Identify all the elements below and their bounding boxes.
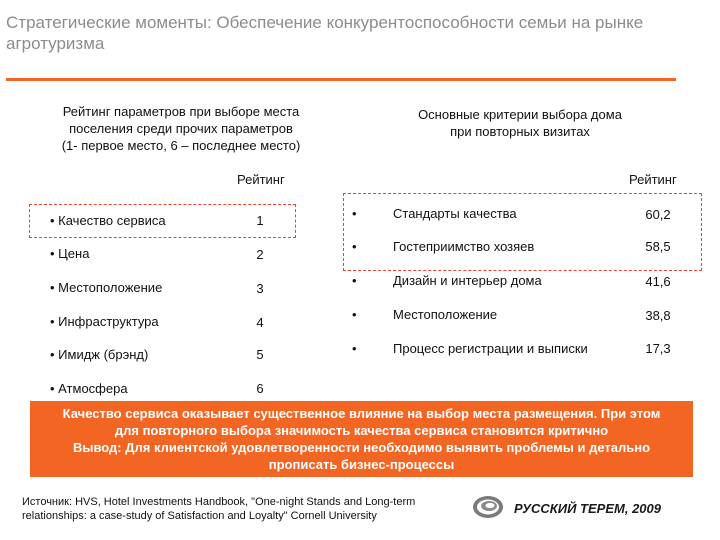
right-rank-header: Рейтинг [629, 172, 677, 187]
title-divider [6, 78, 676, 81]
conclusion-callout [30, 401, 693, 477]
list-item-label: Гостеприимство хозяев [393, 239, 535, 254]
list-item-score: 41,6 [645, 274, 671, 289]
left-heading-line: поселения среди прочих параметров [69, 121, 293, 136]
list-item-label: • Цена [50, 246, 90, 261]
list-item-rank: 1 [256, 213, 264, 228]
list-item-label: • Инфраструктура [50, 314, 159, 329]
list-item-label: • Атмосфера [50, 381, 128, 396]
callout-line: Качество сервиса оказывает существенное влияние на выбор места размещения. При этом [62, 406, 661, 421]
list-item-label: • Качество сервиса [50, 213, 166, 228]
list-bullet: • [352, 307, 357, 322]
list-item-label: • Местоположение [50, 280, 163, 295]
list-item-label: Процесс регистрации и выписки [393, 341, 588, 356]
right-heading-line: при повторных визитах [450, 124, 590, 139]
right-panel-heading [395, 106, 645, 140]
list-item-label: Дизайн и интерьер дома [393, 273, 542, 288]
source-line: relationships: a case-study of Satisfaction and Loyalty" Cornell University [22, 510, 377, 522]
list-item-score: 38,8 [645, 308, 671, 323]
list-item-rank: 5 [256, 347, 264, 362]
callout-line: прописать бизнес-процессы [268, 457, 455, 472]
list-item-rank: 3 [256, 281, 264, 296]
left-rank-header: Рейтинг [237, 172, 285, 187]
list-bullet: • [352, 273, 357, 288]
list-item-score: 58,5 [645, 239, 671, 254]
list-bullet: • [352, 206, 357, 221]
left-heading-line: Рейтинг параметров при выборе места [62, 104, 300, 119]
list-item-score: 60,2 [645, 207, 671, 222]
source-line: Источник: HVS, Hotel Investments Handbook, "One-night Stands and Long-term [22, 496, 416, 508]
list-bullet: • [352, 341, 357, 356]
list-item-label: Местоположение [393, 307, 498, 322]
callout-line: для повторного выбора значимость качества сервиса становится критично [114, 423, 609, 438]
list-item-label: • Имидж (брэнд) [50, 347, 149, 362]
list-item-rank: 4 [256, 315, 264, 330]
list-item-label: Стандарты качества [393, 206, 517, 221]
list-item-rank: 2 [256, 247, 264, 262]
left-heading-line: (1- первое место, 6 – последнее место) [61, 138, 301, 153]
list-item-rank: 6 [256, 381, 264, 396]
callout-line: Вывод: Для клиентской удовлетворенности необходимо выявить проблемы и детально [72, 440, 651, 455]
company-logo-text: РУССКИЙ ТЕРЕМ, 2009 [514, 501, 661, 516]
slide-title: Стратегические моменты: Обеспечение конкурентоспособности семьи на рынке агротуризма [6, 13, 644, 53]
list-item-score: 17,3 [645, 341, 671, 356]
list-bullet: • [352, 239, 357, 254]
right-heading-line: Основные критерии выбора дома [418, 107, 622, 122]
right-highlight-box [343, 193, 702, 271]
swirl-logo-icon [471, 494, 505, 520]
source-citation [22, 495, 462, 523]
left-panel-heading [36, 103, 326, 154]
